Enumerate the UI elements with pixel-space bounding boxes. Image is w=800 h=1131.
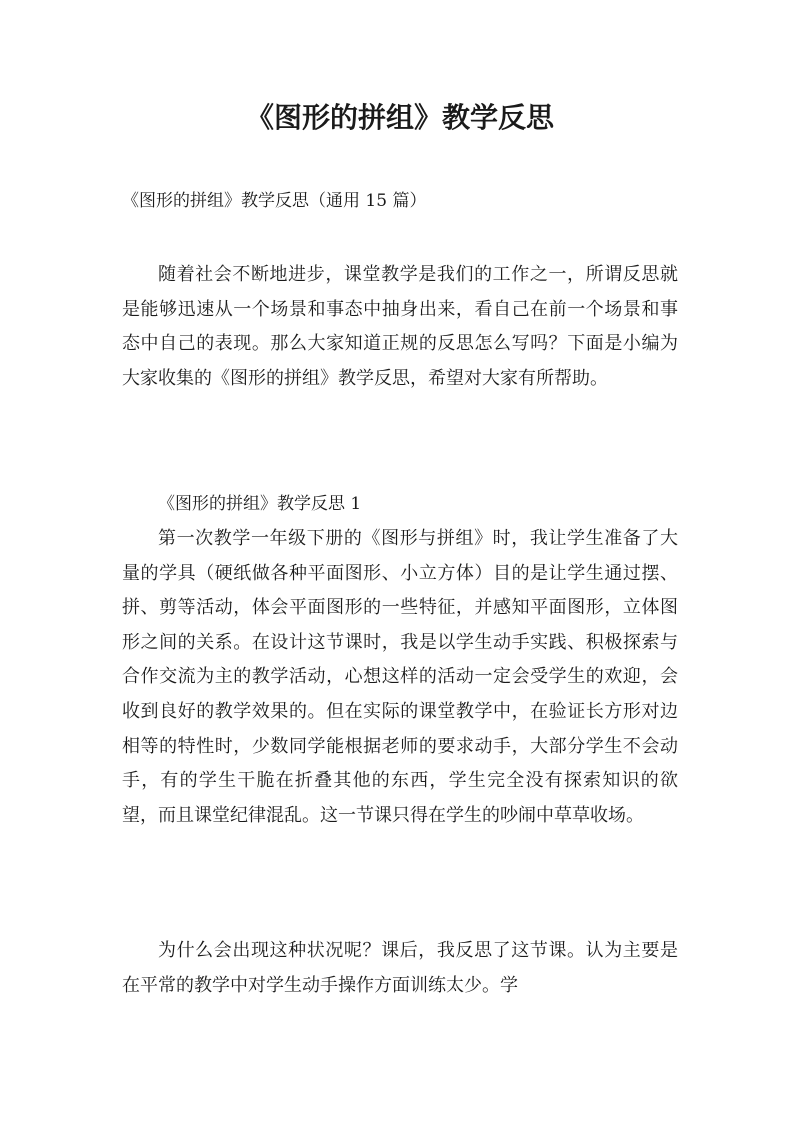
document-title: 《图形的拼组》教学反思 (245, 101, 554, 134)
section-title: 《图形的拼组》教学反思 1 (158, 494, 362, 514)
body-paragraph: 第一次教学一年级下册的《图形与拼组》时，我让学生准备了大量的学具（硬纸做各种平面图形、小立方体）目的是让学生通过摆、拼、剪等活动，体会平面图形的一些特征，并感知平面图形，立体图形之间的关系。在设计这节课时，我是以学生动手实践、积极探索与合作交流为主的教学活动，心想这样的活动一定会受学生的欢迎，会收到良好的教学效果的。但在实际的课堂教学中，在验证长方形对边相等的特性时，少数同学能根据老师的要求动手，大部分学生不会动手，有的学生干脆在折叠其他的东西，学生完全没有探索知识的欲望，而且课堂纪律混乱。这一节课只得在学生的吵闹中草草收场。 (122, 528, 678, 826)
intro-paragraph: 随着社会不断地进步，课堂教学是我们的工作之一，所谓反思就是能够迅速从一个场景和事态中抽身出来，看自己在前一个场景和事态中自己的表现。那么大家知道正规的反思怎么写吗？下面是小编为大家收集的《图形的拼组》教学反思，希望对大家有所帮助。 (122, 264, 678, 389)
document-subtitle: 《图形的拼组》教学反思（通用 15 篇） (122, 191, 427, 211)
body-paragraph: 为什么会出现这种状况呢？课后，我反思了这节课。认为主要是在平常的教学中对学生动手操作方面训练太少。学 (122, 940, 678, 996)
